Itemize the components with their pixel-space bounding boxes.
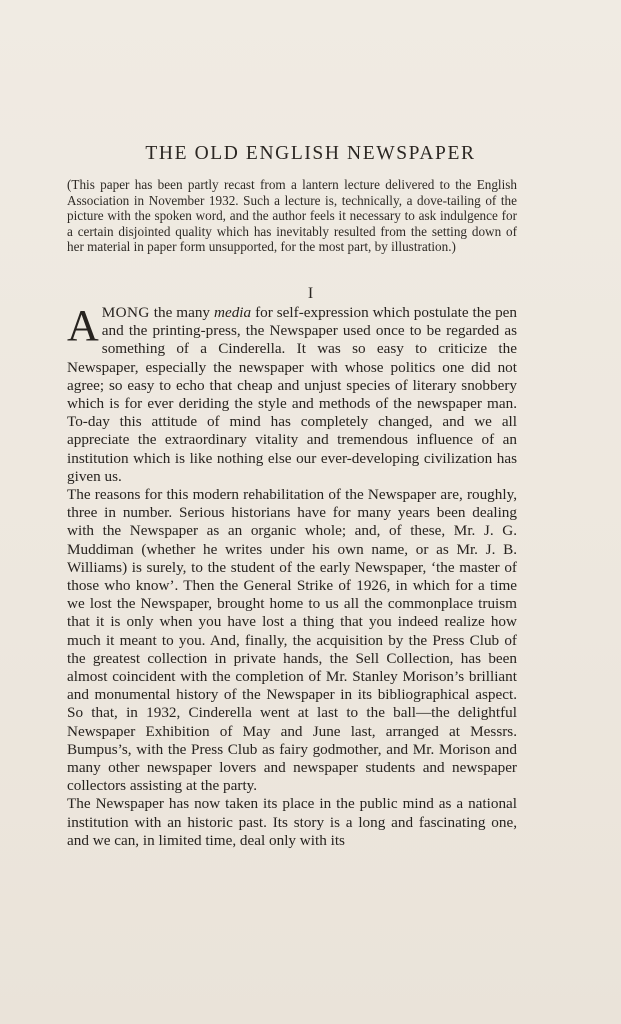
paragraph-1-text-a: the many: [149, 304, 214, 321]
drop-cap: A: [67, 301, 99, 350]
introductory-note: (This paper has been partly recast from a lantern lecture delivered to the English Association in November 1932. Such a lecture is, technically, a dove-tailing of the picture with the spoken word, and the author feels it necessary to ask indulgence for a certain disjointed quality which has inevitably resulted from the setting down of her material in paper form unsupported, for the most part, by illustration.): [67, 177, 517, 255]
paragraph-3: The Newspaper has now taken its place in the public mind as a national institution with an historic past. Its story is a long and fascinating one, and we can, in limited time, deal only with its: [67, 795, 517, 849]
paragraph-1: [67, 301, 517, 486]
lead-word: MONG: [101, 304, 150, 321]
paragraph-2: The reasons for this modern rehabilitation of the Newspaper are, roughly, three in number. Serious historians have for many years been dealing with the Newspaper as an organic whole; and, of these, Mr. J. G. Muddiman (whether he writes under his own name, or as Mr. J. B. Williams) is surely, to the student of the early Newspaper, ‘the master of those who know’. Then the General Strike of 1926, in which for a time we lost the Newspaper, brought home to us all the commonplace truism that it is only when you have lost a thing that you indeed realize how much it meant to you. And, finally, the acquisition by the Press Club of the greatest collection in private hands, the Sell Collection, has been almost coincident with the completion of Mr. Stanley Morison’s brilliant and monumental history of the Newspaper in its bibliographical aspect. So that, in 1932, Cinderella went at last to the ball—the delightful Newspaper Exhibition of May and June last, arranged at Messrs. Bumpus’s, with the Press Club as fairy godmother, and Mr. Morison and many other newspaper lovers and newspaper students and newspaper collectors assisting at the party.: [67, 486, 517, 795]
article-title: THE OLD ENGLISH NEWSPAPER: [145, 143, 476, 164]
article-body: [67, 301, 517, 850]
paragraph-1-italic: media: [214, 304, 252, 321]
paragraph-1-text-b: for self-expression which postulate the pen and the printing-press, the Newspaper used once to be regarded as something of a Cinderella. It was so easy to criticize the Newspaper, especially the newspaper with whose politics one did not agree; so easy to echo that cheap and unjust species of literary snobbery which is for ever deriding the style and methods of the newspaper man. To-day this attitude of mind has completely changed, and we all appreciate the extraordinary vitality and tremendous influence of an institution which is like nothing else our ever-developing civilization has given us.: [67, 304, 517, 485]
section-number: I: [307, 285, 314, 302]
